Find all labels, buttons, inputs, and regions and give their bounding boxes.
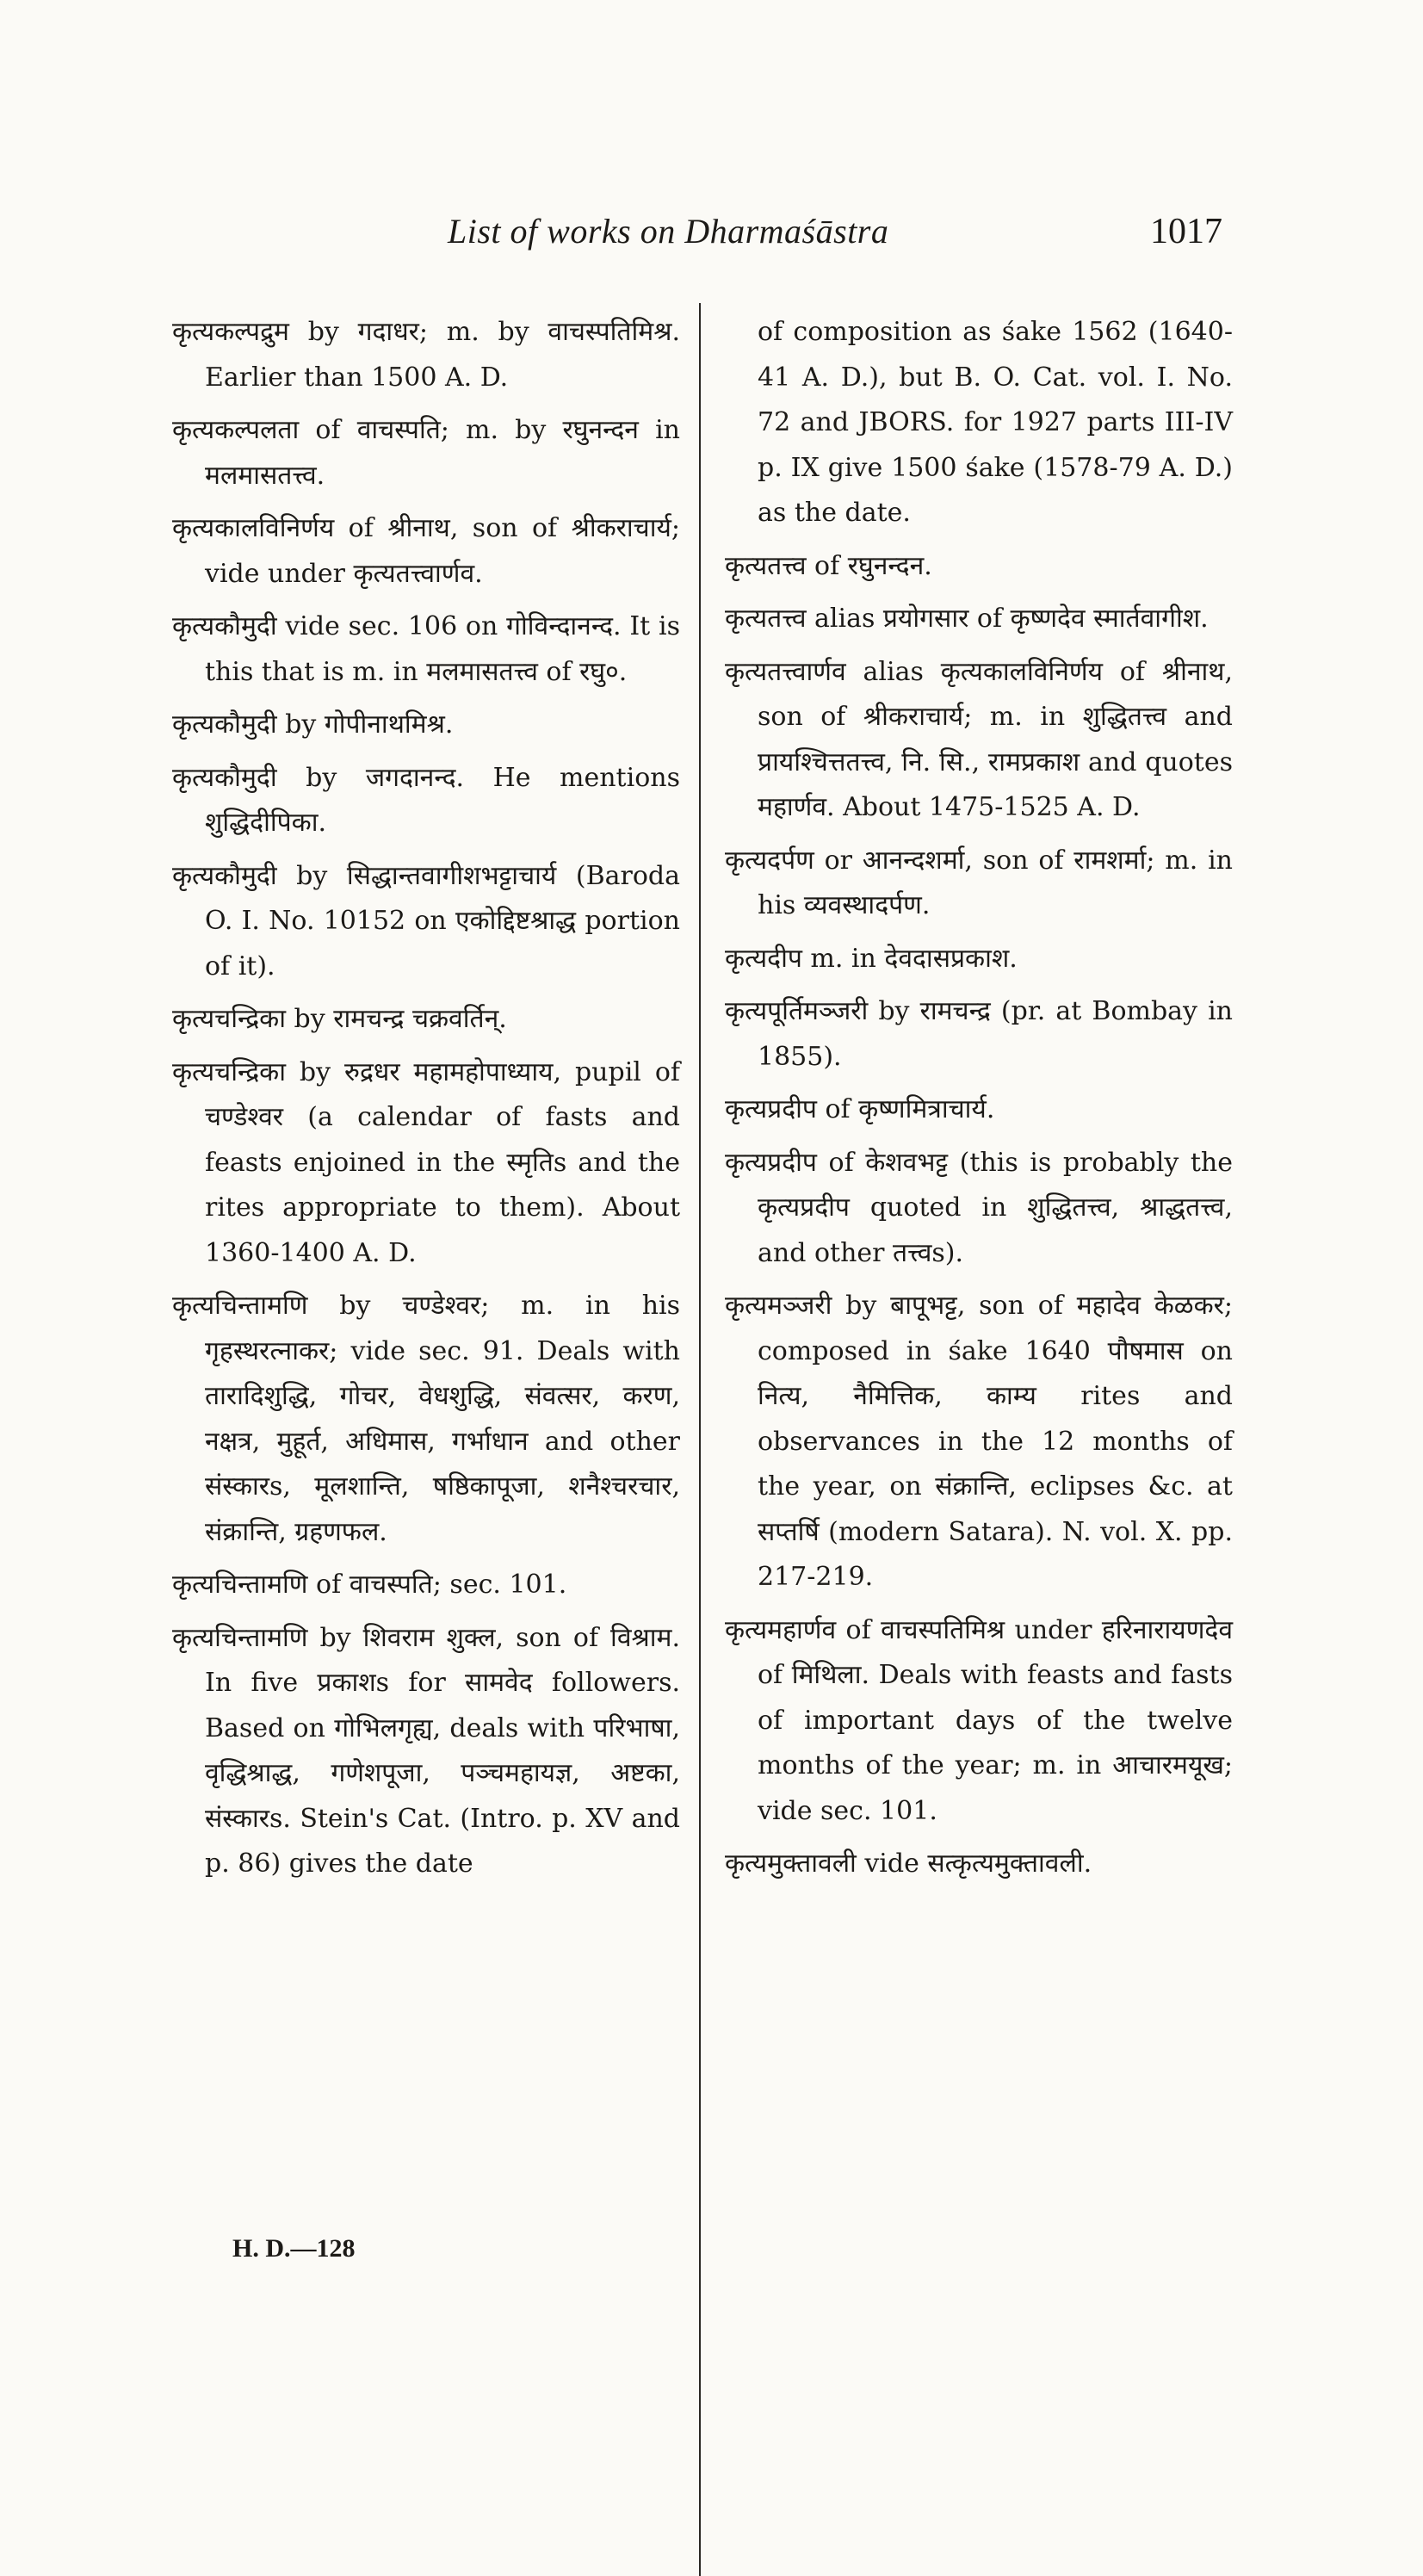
entry: कृत्यचिन्तामणि by चण्डेश्वर; m. in his गृहस्थरत्नाकर; vide sec. 91. Deals with तारादिशुद्धि, गोचर, वेधशुद्धि, संवत्सर, करण, नक्षत्र, मुहूर्त, अधिमास, गर्भाधान and other संस्कारs, मूलशान्ति, षष्ठिकापूजा, शनैश्चरचार, संक्रान्ति, ग्रहणफल. — [172, 1291, 680, 1547]
entry: कृत्यकल्पलता of वाचस्पति; m. by रघुनन्दन in मलमासतत्त्व. — [172, 415, 680, 491]
entry: कृत्यकल्पद्रुम by गदाधर; m. by वाचस्पतिमिश्र. Earlier than 1500 A. D. — [172, 317, 680, 393]
entry: कृत्यकौमुदी by गोपीनाथमिश्र. — [172, 709, 454, 740]
entry: कृत्यकौमुदी by सिद्धान्तवागीशभट्टाचार्य (Baroda O. I. No. 10152 on एकोद्दिष्टश्राद्ध portion of it). — [172, 860, 680, 981]
entry-continuation: of composition as śake 1562 (1640-41 A. D.), but B. O. Cat. vol. I. No. 72 and JBORS. for 1927 parts III-IV p. IX give 1500 śake (1578-79 A. D.) as the date. — [758, 317, 1233, 528]
entry: कृत्यमहार्णव of वाचस्पतिमिश्र under हरिनारायणदेव of मिथिला. Deals with feasts and fasts of important days of the twelve months of the year; m. in आचारमयूख; vide sec. 101. — [725, 1614, 1233, 1826]
left-column — [172, 310, 680, 1895]
entry: कृत्यचिन्तामणि by शिवराम शुक्ल, son of विश्राम. In five प्रकाशs for सामवेद followers. Based on गोभिलगृह्य, deals with परिभाषा, वृद्धिश्राद्ध, गणेशपूजा, पञ्चमहायज्ञ, अष्टका, संस्कारs. Stein's Cat. (Intro. p. XV and p. 86) gives the date — [172, 1622, 680, 1879]
entry: कृत्यतत्त्वार्णव alias कृत्यकालविनिर्णय of श्रीनाथ, son of श्रीकराचार्य; m. in शुद्धितत्त्व and प्रायश्चित्ततत्त्व, नि. सि., रामप्रकाश and quotes महार्णव. About 1475-1525 A. D. — [725, 656, 1233, 822]
entry: कृत्यचन्द्रिका by रामचन्द्र चक्रवर्तिन्. — [172, 1004, 507, 1034]
entry: कृत्यमञ्जरी by बापूभट्ट, son of महादेव केळकर; composed in śake 1640 पौषमास on नित्य, नैमित्तिक, काम्य rites and observances in the 12 months of the year, on संक्रान्ति, eclipses &c. at सप्तर्षि (modern Satara). N. vol. X. pp. 217-219. — [725, 1291, 1233, 1592]
entry: कृत्यप्रदीप of कृष्णमित्राचार्य. — [725, 1094, 995, 1124]
entry: कृत्यपूर्तिमञ्जरी by रामचन्द्र (pr. at Bombay in 1855). — [725, 996, 1233, 1072]
page-header — [362, 211, 1222, 280]
entry: कृत्यदीप m. in देवदासप्रकाश. — [725, 943, 1018, 974]
running-title: List of works on Dharmaśāstra — [448, 212, 889, 251]
entry: कृत्यदर्पण or आनन्दशर्मा, son of रामशर्मा; m. in his व्यवस्थादर्पण. — [725, 845, 1233, 920]
right-column — [725, 310, 1233, 1895]
entry: कृत्यप्रदीप of केशवभट्ट (this is probably the कृत्यप्रदीप quoted in शुद्धितत्त्व, श्राद्धतत्त्व, and other तत्त्वs). — [725, 1147, 1233, 1268]
entry: कृत्यकालविनिर्णय of श्रीनाथ, son of श्रीकराचार्य; vide under कृत्यतत्त्वार्णव. — [172, 513, 680, 589]
entry: कृत्यतत्त्व alias प्रयोगसार of कृष्णदेव स्मार्तवागीश. — [725, 604, 1209, 634]
page-number: 1017 — [1150, 212, 1222, 251]
entry: कृत्यतत्त्व of रघुनन्दन. — [725, 550, 932, 581]
entry: कृत्यमुक्तावली vide सत्कृत्यमुक्तावली. — [725, 1848, 1092, 1879]
entry: कृत्यचिन्तामणि of वाचस्पति; sec. 101. — [172, 1570, 567, 1600]
signature-mark: H. D.—128 — [232, 2234, 356, 2263]
entry: कृत्यचन्द्रिका by रुद्रधर महामहोपाध्याय, pupil of चण्डेश्वर (a calendar of fasts and feasts enjoined in the स्मृतिs and the rites appropriate to them). About 1360-1400 A. D. — [172, 1056, 680, 1268]
column-divider — [699, 303, 701, 2576]
entry: कृत्यकौमुदी vide sec. 106 on गोविन्दानन्द. It is this that is m. in मलमासतत्त्व of रघु०. — [172, 611, 680, 687]
entry: कृत्यकौमुदी by जगदानन्द. He mentions शुद्धिदीपिका. — [172, 762, 680, 838]
